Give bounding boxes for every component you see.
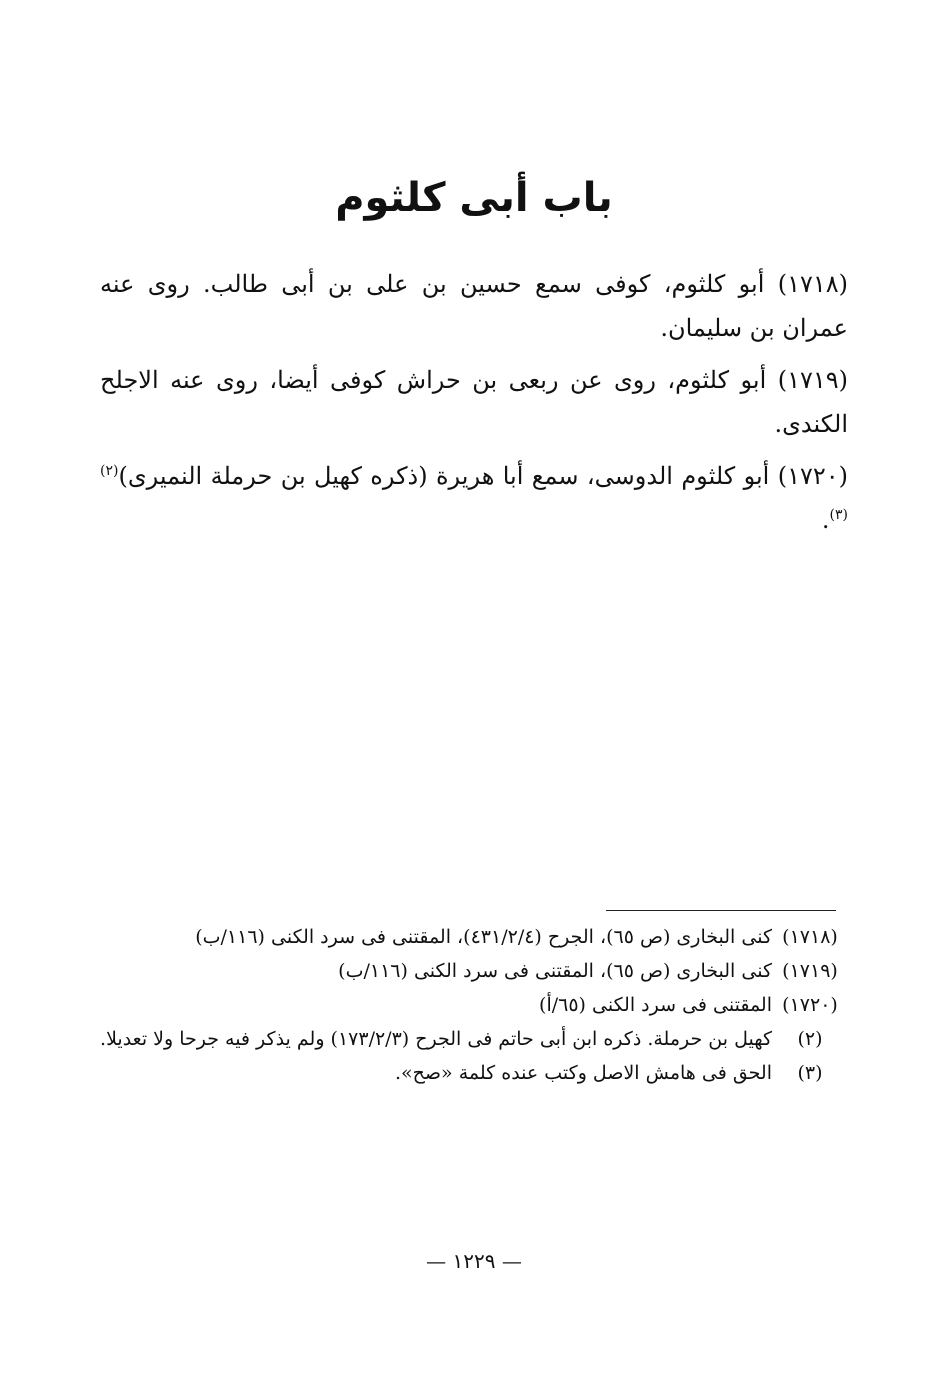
footnote-text: المقتنى فى سرد الكنى (٦٥/أ) <box>539 994 772 1016</box>
page-number: — ١٢٢٩ — <box>426 1249 522 1273</box>
entry-text: أبو كلثوم، روى عن ربعى بن حراش كوفى أيضا، روى عنه الاجلح الكندى. <box>100 366 848 438</box>
footnote-text: كنى البخارى (ص ٦٥)، المقتنى فى سرد الكنى (١١٦/ب) <box>338 960 772 982</box>
footnote-number: (١٧١٩) <box>782 960 838 982</box>
footnotes-list <box>100 920 848 1090</box>
footnote <box>100 1056 848 1090</box>
footnote <box>100 954 848 988</box>
entries-list <box>100 262 848 550</box>
entry <box>100 262 848 350</box>
footnote-text: كنى البخارى (ص ٦٥)، الجرح (٤٣١/٢/٤)، المقتنى فى سرد الكنى (١١٦/ب) <box>195 926 772 948</box>
footnote-number: (١٧١٨) <box>782 926 838 948</box>
footnote-divider <box>606 910 836 911</box>
footnote-number: (١٧٢٠) <box>782 994 838 1016</box>
entry-text: أبو كلثوم، كوفى سمع حسين بن على بن أبى طالب. روى عنه عمران بن سليمان. <box>100 270 848 342</box>
entry <box>100 454 848 542</box>
footnote <box>100 988 848 1022</box>
entry-number: (١٧١٨) <box>777 270 848 298</box>
entry-number: (١٧١٩) <box>777 366 848 394</box>
entry-number: (١٧٢٠) <box>777 462 848 490</box>
footnote-number: (٣) <box>797 1062 823 1084</box>
entry-text: أبو كلثوم الدوسى، سمع أبا هريرة (ذكره كهيل بن حرملة النميرى) <box>118 462 778 490</box>
entry-tail: . <box>821 506 830 534</box>
footnote-number: (٢) <box>797 1028 823 1050</box>
entry <box>100 358 848 446</box>
footnote-marker: (٢)(٣) <box>100 463 848 523</box>
footnote <box>100 920 848 954</box>
footnote-text: الحق فى هامش الاصل وكتب عنده كلمة «صح». <box>394 1062 772 1084</box>
chapter-title: باب أبى كلثوم <box>335 175 613 221</box>
footnote-text: كهيل بن حرملة. ذكره ابن أبى حاتم فى الجرح (١٧٣/٢/٣) ولم يذكر فيه جرحا ولا تعديلا. <box>100 1028 772 1050</box>
footnote <box>100 1022 848 1056</box>
